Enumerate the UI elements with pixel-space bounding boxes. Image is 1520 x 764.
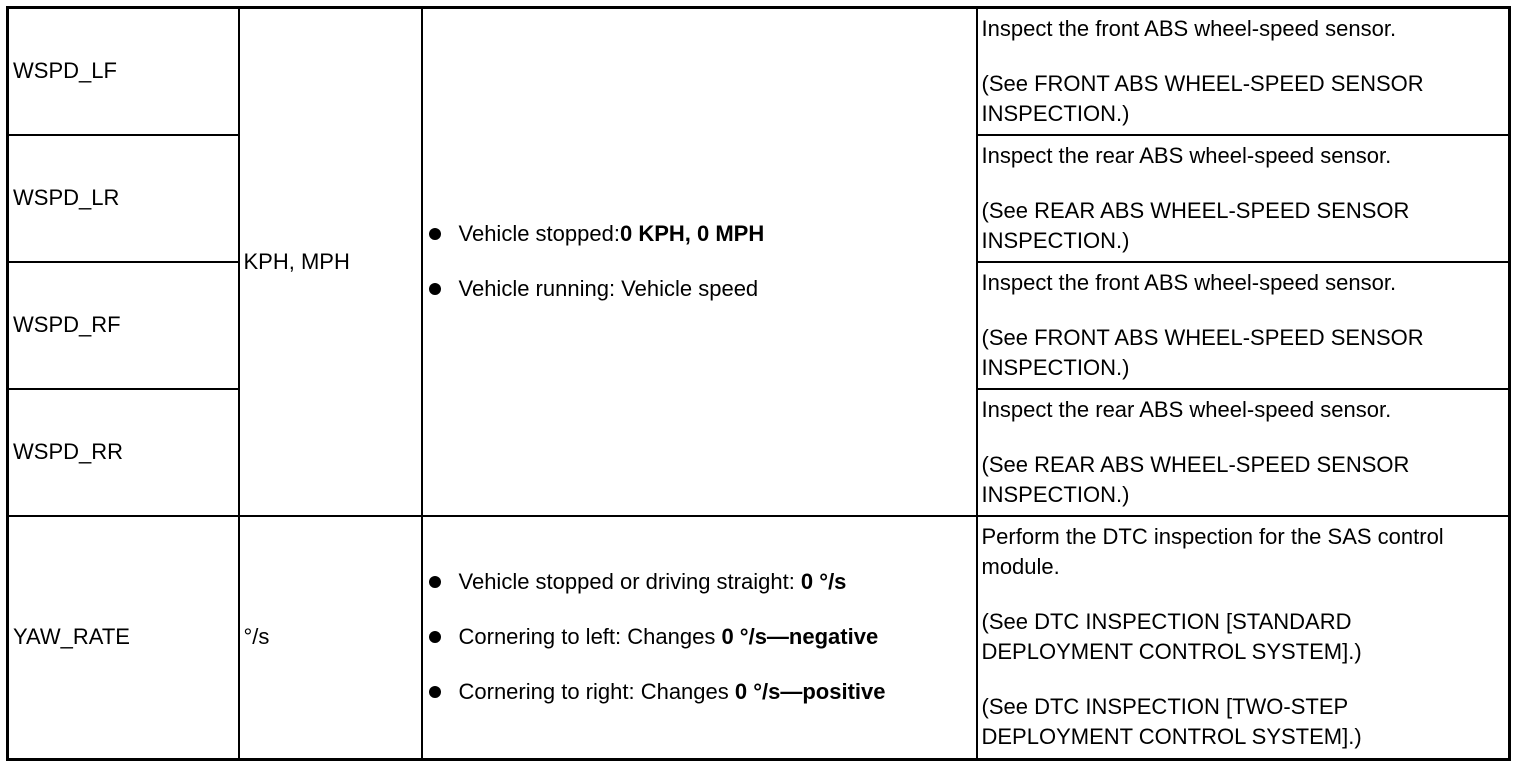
condition-text: Cornering to left: Changes: [458, 624, 722, 650]
bullet-icon: [429, 576, 441, 588]
bullet-icon: [429, 228, 441, 240]
bullet-icon: [429, 686, 441, 698]
reference-text: (See REAR ABS WHEEL-SPEED SENSOR INSPECTION.): [981, 451, 1410, 507]
condition-value: 0 °/s—positive: [734, 679, 886, 705]
action-text: Perform the DTC inspection for the SAS control module.: [981, 524, 1444, 580]
reference-text: (See DTC INSPECTION [STANDARD DEPLOYMENT CONTROL SYSTEM].): [981, 609, 1362, 665]
condition-value: 0 KPH, 0 MPH: [619, 221, 765, 247]
bullet-icon: [429, 283, 441, 295]
list-item: [427, 677, 972, 707]
reference-text: (See REAR ABS WHEEL-SPEED SENSOR INSPECTION.): [981, 197, 1410, 253]
reference-text: (See FRONT ABS WHEEL-SPEED SENSOR INSPECTION.): [981, 70, 1424, 126]
condition-value: 0 °/s—negative: [721, 624, 879, 650]
condition-text: Vehicle stopped or driving straight:: [458, 569, 801, 595]
action-cell: [977, 516, 1510, 760]
table-row: [8, 8, 1510, 135]
condition-text: Vehicle stopped:: [458, 221, 620, 247]
action-text: Inspect the front ABS wheel-speed sensor.: [981, 15, 1397, 41]
action-text: Inspect the rear ABS wheel-speed sensor.: [981, 396, 1392, 422]
action-cell: [977, 262, 1510, 389]
condition-cell: [422, 516, 977, 760]
action-text: Inspect the rear ABS wheel-speed sensor.: [981, 142, 1392, 168]
action-cell: [977, 389, 1510, 516]
pid-data-table: [6, 6, 1511, 761]
list-item: [427, 622, 972, 652]
condition-list: [427, 219, 972, 304]
list-item: [427, 274, 972, 304]
list-item: [427, 567, 972, 597]
condition-list: [427, 567, 972, 707]
condition-value: 0 °/s: [800, 569, 847, 595]
table-row: [8, 516, 1510, 760]
pid-name: YAW_RATE: [8, 516, 239, 760]
list-item: [427, 219, 972, 249]
condition-text: Vehicle running: Vehicle speed: [458, 276, 759, 302]
action-cell: [977, 135, 1510, 262]
pid-name: WSPD_RR: [8, 389, 239, 516]
condition-text: Cornering to right: Changes: [458, 679, 735, 705]
reference-text: (See FRONT ABS WHEEL-SPEED SENSOR INSPECTION.): [981, 324, 1424, 380]
unit-cell: °/s: [239, 516, 422, 760]
bullet-icon: [429, 631, 441, 643]
condition-cell: [422, 8, 977, 516]
reference-text: (See DTC INSPECTION [TWO-STEP DEPLOYMENT CONTROL SYSTEM].): [981, 694, 1362, 750]
action-cell: [977, 8, 1510, 135]
unit-cell: KPH, MPH: [239, 8, 422, 516]
action-text: Inspect the front ABS wheel-speed sensor.: [981, 269, 1397, 295]
pid-name: WSPD_LR: [8, 135, 239, 262]
pid-name: WSPD_RF: [8, 262, 239, 389]
pid-name: WSPD_LF: [8, 8, 239, 135]
